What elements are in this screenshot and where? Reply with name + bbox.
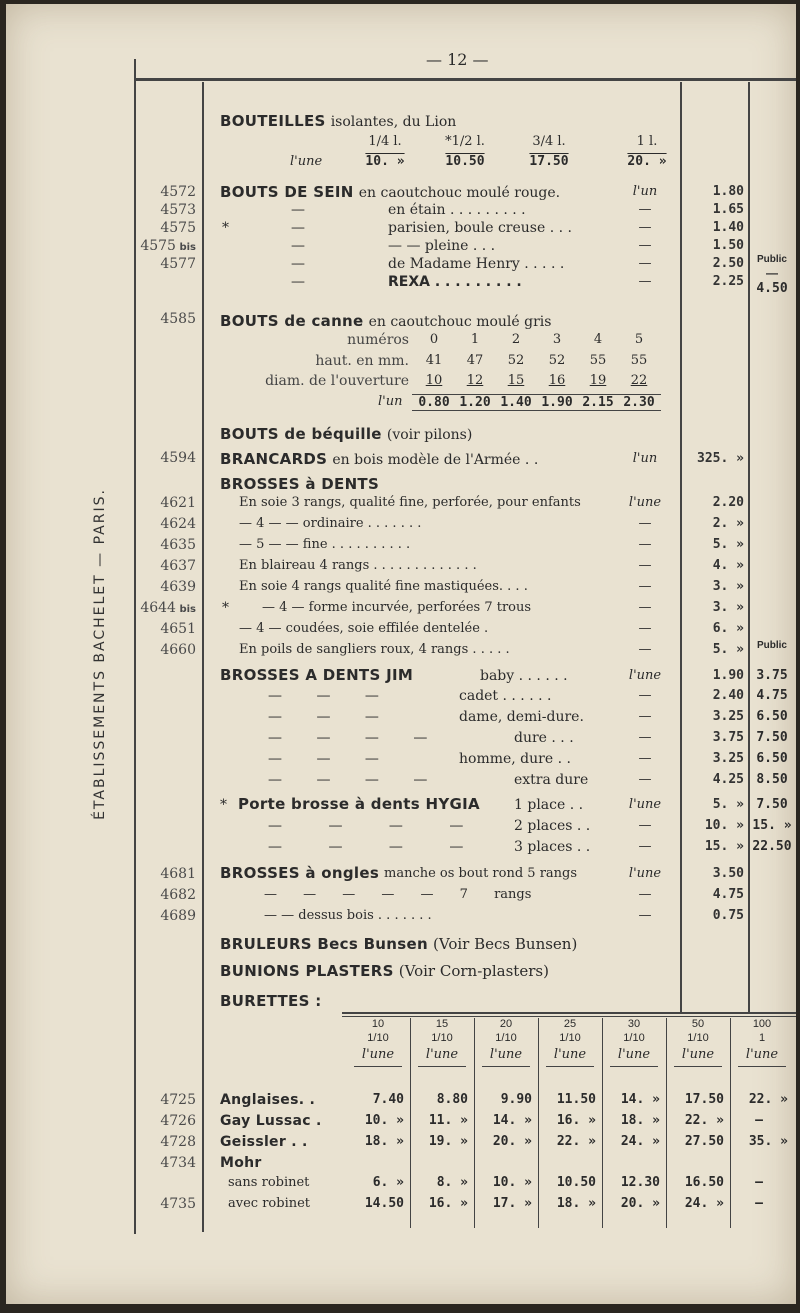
brosses-ongles-price: 4.75 xyxy=(712,887,744,902)
brosses-dents-desc: En poils de sangliers roux, 4 rangs . . . . . xyxy=(239,642,510,657)
brosses-dents-price: 5. » xyxy=(712,537,744,552)
burettes-col-division: 1/10 xyxy=(431,1032,453,1044)
ditto-dash: — — — — xyxy=(268,730,428,746)
bouts-canne-price: 2.30 xyxy=(617,394,661,411)
ditto-dash: — xyxy=(291,202,305,218)
bouts-sein-price: 1.80 xyxy=(712,184,744,199)
bouts-bequille-title: BOUTS de béquille xyxy=(220,425,382,443)
burettes-value: 16. » xyxy=(556,1113,596,1128)
brosses-jim-desc: extra dure xyxy=(514,772,589,788)
ditto-dash: — xyxy=(291,220,305,236)
burettes-col-capacity: 30 xyxy=(627,1018,641,1030)
porte-brosse-desc: 2 places . . xyxy=(514,818,591,834)
brosses-dents-unit: l'une xyxy=(628,495,662,510)
bouts-canne-value: 55 xyxy=(630,353,648,368)
brosses-jim-public: 3.75 xyxy=(756,668,788,683)
bouts-sein-unit: l'un xyxy=(632,184,658,199)
bouts-canne-row-label: numéros xyxy=(347,332,409,348)
brancards-title: BRANCARDS xyxy=(220,450,328,468)
bouts-canne-value: 3 xyxy=(552,332,562,347)
brosses-jim-price: 3.25 xyxy=(712,709,744,724)
bouteilles-heading xyxy=(220,111,456,130)
ditto-dash: — — — — xyxy=(268,772,428,788)
brosses-ongles-desc: manche os bout rond 5 rangs xyxy=(384,866,578,881)
bouts-sein-desc: en étain . . . . . . . . . xyxy=(388,202,526,218)
brosses-ongles-number: 4689 xyxy=(160,908,196,924)
brancards-heading xyxy=(220,449,538,468)
burettes-col-division: 1/10 xyxy=(559,1032,581,1044)
bouts-sein-subtitle: en caoutchouc moulé rouge. xyxy=(358,185,561,201)
star-marker: * xyxy=(222,220,229,236)
brosses-dents-desc: — 4 — forme incurvée, perforées 7 trous xyxy=(262,600,532,615)
bouteilles-size: 1/4 l. xyxy=(368,134,402,149)
brosses-jim-price: 2.40 xyxy=(712,688,744,703)
brosses-ongles-desc: — — dessus bois . . . . . . . xyxy=(264,908,432,923)
brosses-dents-price: 2.20 xyxy=(712,495,744,510)
brosses-dents-unit: — xyxy=(638,621,652,636)
ditto-dash: — — — xyxy=(268,709,379,725)
bouts-sein-number: 4575 xyxy=(160,220,196,236)
brosses-jim-desc: baby . . . . . . xyxy=(480,668,568,684)
porte-brosse-price: 15. » xyxy=(704,839,744,854)
brosses-dents-title: BROSSES à DENTS xyxy=(220,475,380,493)
brancards-unit: l'un xyxy=(632,451,658,466)
burettes-row-name: Mohr xyxy=(220,1155,262,1171)
brosses-dents-public-label: Public xyxy=(756,640,787,651)
brosses-dents-desc: — 4 — coudées, soie effilée dentelée . xyxy=(239,621,489,636)
spine-text: ÉTABLISSEMENTS BACHELET — PARIS. xyxy=(92,488,108,820)
burettes-col-unit: l'une xyxy=(681,1047,715,1062)
bouts-canne-price: 0.80 xyxy=(412,394,456,411)
brosses-jim-price: 4.25 xyxy=(712,772,744,787)
brosses-ongles-unit: — xyxy=(638,887,652,902)
burettes-col-capacity: 100 xyxy=(752,1018,772,1030)
bouts-sein-price: 1.50 xyxy=(712,238,744,253)
brancards-subtitle: en bois modèle de l'Armée . . xyxy=(332,452,539,468)
burettes-head-underline xyxy=(674,1066,722,1067)
bouteilles-subtitle: isolantes, du Lion xyxy=(330,114,457,130)
brosses-dents-desc: En blaireau 4 rangs . . . . . . . . . . . . . xyxy=(239,558,477,573)
porte-brosse-price: 10. » xyxy=(704,818,744,833)
brosses-jim-desc: cadet . . . . . . xyxy=(459,688,552,704)
burettes-row-number: 4735 xyxy=(160,1196,196,1212)
burettes-value: 18. » xyxy=(556,1196,596,1211)
burettes-col-unit: l'une xyxy=(361,1047,395,1062)
burettes-col-division: 1/10 xyxy=(367,1032,389,1044)
burettes-value: 10.50 xyxy=(556,1175,596,1190)
burettes-value: 17.50 xyxy=(684,1092,724,1107)
burettes-row-number: 4726 xyxy=(160,1113,196,1129)
bouts-canne-value: 41 xyxy=(425,353,443,368)
bouts-canne-value: 19 xyxy=(589,373,607,388)
brosses-ongles-title: BROSSES à ongles xyxy=(220,864,380,882)
porte-brosse-public: 7.50 xyxy=(756,797,788,812)
porte-brosse-price: 5. » xyxy=(712,797,744,812)
burettes-value: 7.40 xyxy=(372,1092,404,1107)
ditto-dash: — — — — xyxy=(268,818,464,834)
brosses-jim-price: 1.90 xyxy=(712,668,744,683)
brosses-dents-price: 5. » xyxy=(712,642,744,657)
brosses-jim-desc: dame, demi-dure. xyxy=(459,709,584,725)
brosses-dents-number: 4639 xyxy=(160,579,196,595)
burettes-value: 18. » xyxy=(620,1113,660,1128)
brancards-price: 325. » xyxy=(697,451,744,466)
ditto-dash: — — — xyxy=(268,751,379,767)
burettes-title: BURETTES : xyxy=(220,992,322,1010)
bouts-canne-value: 0 xyxy=(429,332,439,347)
bouteilles-price: 20. » xyxy=(627,154,667,169)
bouts-sein-desc: parisien, boule creuse . . . xyxy=(388,220,572,236)
burettes-col-unit: l'une xyxy=(425,1047,459,1062)
porte-brosse-public: 15. » xyxy=(752,818,792,833)
burettes-top-rule xyxy=(342,1012,796,1014)
brosses-ongles-price: 3.50 xyxy=(712,866,744,881)
bouts-sein-public-price: 4.50 xyxy=(756,281,788,296)
burettes-value: 22. » xyxy=(556,1134,596,1149)
brosses-dents-desc: — 5 — — fine . . . . . . . . . . xyxy=(239,537,411,552)
bouts-sein-price: 1.65 xyxy=(712,202,744,217)
burettes-value: 12.30 xyxy=(620,1175,660,1190)
burettes-value: 22. » xyxy=(684,1113,724,1128)
unit-dash: — xyxy=(638,238,652,253)
burettes-value: 20. » xyxy=(620,1196,660,1211)
bouts-canne-value: 52 xyxy=(507,353,525,368)
burettes-value: 22. » xyxy=(748,1092,788,1107)
star-marker: * xyxy=(222,600,229,616)
unit-dash: — xyxy=(638,220,652,235)
bouts-canne-row-label: haut. en mm. xyxy=(315,353,409,369)
bouts-sein-heading xyxy=(220,182,560,201)
brosses-ongles-number: 4682 xyxy=(160,887,196,903)
brosses-dents-number: 4635 xyxy=(160,537,196,553)
brosses-dents-desc: En soie 4 rangs qualité fine mastiquées. . . . xyxy=(239,579,528,594)
brosses-dents-price: 2. » xyxy=(712,516,744,531)
bouts-canne-value: 12 xyxy=(466,373,484,388)
unit-dash: — xyxy=(638,274,652,289)
brosses-dents-unit: — xyxy=(638,600,652,615)
bouts-canne-heading xyxy=(220,311,551,330)
burettes-head-underline xyxy=(418,1066,466,1067)
burettes-value: 20. » xyxy=(492,1134,532,1149)
burettes-value: 9.90 xyxy=(500,1092,532,1107)
page-number: — 12 — xyxy=(426,50,489,69)
bunions-subtitle: (Voir Corn-plasters) xyxy=(398,962,549,980)
bouts-sein-number: 4572 xyxy=(160,184,196,200)
unit-dash: — xyxy=(638,256,652,271)
burettes-value: 27.50 xyxy=(684,1134,724,1149)
bouteilles-unit: l'une xyxy=(290,154,323,169)
bouts-bequille-heading xyxy=(220,424,472,443)
burettes-value: 35. » xyxy=(748,1134,788,1149)
brosses-ongles-desc: — — — — — 7 rangs xyxy=(264,887,532,902)
burettes-col-division: 1 xyxy=(758,1032,766,1044)
public-column-rule xyxy=(748,82,750,1012)
burettes-value: 24. » xyxy=(684,1196,724,1211)
brosses-jim-public: 6.50 xyxy=(756,709,788,724)
brosses-dents-desc: — 4 — — ordinaire . . . . . . . xyxy=(239,516,422,531)
ditto-dash: — — — — xyxy=(268,839,464,855)
brosses-dents-unit: — xyxy=(638,642,652,657)
bouts-sein-public-label: Public xyxy=(756,254,787,265)
burettes-head-underline xyxy=(354,1066,402,1067)
bouts-sein-title: BOUTS DE SEIN xyxy=(220,183,354,201)
burettes-col-capacity: 20 xyxy=(499,1018,513,1030)
burettes-col-capacity: 15 xyxy=(435,1018,449,1030)
bunions-title: BUNIONS PLASTERS xyxy=(220,962,394,980)
porte-brosse-desc: 3 places . . xyxy=(514,839,591,855)
burettes-col-division: 1/10 xyxy=(495,1032,517,1044)
brosses-jim-public: 4.75 xyxy=(756,688,788,703)
brosses-dents-unit: — xyxy=(638,537,652,552)
bouts-canne-price: 1.90 xyxy=(535,394,579,411)
brosses-jim-unit: — xyxy=(638,709,652,724)
bouts-canne-value: 22 xyxy=(630,373,648,388)
porte-brosse-title: Porte brosse à dents HYGIA xyxy=(238,795,480,813)
porte-brosse-public: 22.50 xyxy=(752,839,792,854)
bouts-sein-desc: de Madame Henry . . . . . xyxy=(388,256,565,272)
brosses-jim-desc: dure . . . xyxy=(514,730,574,746)
bouts-sein-desc: — — pleine . . . xyxy=(388,238,496,254)
brosses-dents-price: 3. » xyxy=(712,600,744,615)
bouteilles-price: 10. » xyxy=(365,154,405,169)
burettes-row-name: avec robinet xyxy=(228,1196,311,1211)
header-rule xyxy=(134,78,796,81)
ditto-dash: — xyxy=(291,274,305,290)
burettes-row-number: 4725 xyxy=(160,1092,196,1108)
bouts-canne-value: 15 xyxy=(507,373,525,388)
burettes-col-capacity: 25 xyxy=(563,1018,577,1030)
burettes-col-unit: l'une xyxy=(745,1047,779,1062)
brancards-number: 4594 xyxy=(160,450,196,466)
burettes-head-underline xyxy=(738,1066,786,1067)
brosses-jim-unit: — xyxy=(638,730,652,745)
bis-marker: bis xyxy=(175,242,196,253)
burettes-value: 8.80 xyxy=(436,1092,468,1107)
burettes-value: 16.50 xyxy=(684,1175,724,1190)
unit-dash: — xyxy=(638,202,652,217)
bouteilles-price: 10.50 xyxy=(445,154,485,169)
burettes-value: 14. » xyxy=(620,1092,660,1107)
brosses-dents-price: 6. » xyxy=(712,621,744,636)
brosses-jim-unit: — xyxy=(638,688,652,703)
bouts-canne-price: 2.15 xyxy=(576,394,620,411)
brosses-dents-unit: — xyxy=(638,516,652,531)
bouts-canne-unit: l'un xyxy=(378,394,403,409)
ditto-dash: — — — xyxy=(268,688,379,704)
porte-brosse-unit: — xyxy=(638,839,652,854)
bouts-sein-price: 1.40 xyxy=(712,220,744,235)
burettes-head-underline xyxy=(482,1066,530,1067)
brosses-dents-unit: — xyxy=(638,579,652,594)
brosses-dents-price: 4. » xyxy=(712,558,744,573)
burettes-head-underline xyxy=(610,1066,658,1067)
bouts-canne-price: 1.40 xyxy=(494,394,538,411)
bouts-sein-number: 4575 bis xyxy=(140,238,196,254)
bouts-canne-value: 2 xyxy=(511,332,521,347)
burettes-head-underline xyxy=(546,1066,594,1067)
bouts-canne-value: 5 xyxy=(634,332,644,347)
burettes-value: 14.50 xyxy=(364,1196,404,1211)
bruleurs-heading xyxy=(220,934,577,953)
bouts-canne-value: 52 xyxy=(548,353,566,368)
bruleurs-subtitle: (Voir Becs Bunsen) xyxy=(433,935,578,953)
burettes-col-unit: l'une xyxy=(489,1047,523,1062)
bouts-canne-value: 1 xyxy=(470,332,480,347)
bunions-heading xyxy=(220,961,549,980)
burettes-value: — xyxy=(755,1196,763,1211)
brosses-ongles-number: 4681 xyxy=(160,866,196,882)
burettes-col-unit: l'une xyxy=(617,1047,651,1062)
bouteilles-size: 1 l. xyxy=(636,134,658,149)
number-column-rule xyxy=(202,82,204,1232)
burettes-col-capacity: 50 xyxy=(691,1018,705,1030)
brosses-dents-number: 4624 xyxy=(160,516,196,532)
bouts-sein-price: 2.50 xyxy=(712,256,744,271)
bouteilles-title: BOUTEILLES xyxy=(220,112,326,130)
bouts-canne-price: 1.20 xyxy=(453,394,497,411)
bis-marker: bis xyxy=(175,604,196,615)
burettes-value: — xyxy=(755,1113,763,1128)
porte-brosse-unit: l'une xyxy=(628,797,662,812)
bouts-canne-value: 4 xyxy=(593,332,603,347)
burettes-row-number: 4734 xyxy=(160,1155,196,1171)
ditto-dash: — xyxy=(291,256,305,272)
burettes-col-capacity: 10 xyxy=(371,1018,385,1030)
brosses-dents-number: 4660 xyxy=(160,642,196,658)
burettes-value: 14. » xyxy=(492,1113,532,1128)
brosses-jim-unit: l'une xyxy=(628,668,662,683)
burettes-value: 11. » xyxy=(428,1113,468,1128)
bouts-sein-desc: REXA . . . . . . . . . xyxy=(388,274,522,290)
burettes-col-division: 1/10 xyxy=(623,1032,645,1044)
ditto-dash: — xyxy=(291,238,305,254)
burettes-value: 8. » xyxy=(436,1175,468,1190)
porte-brosse-star: * xyxy=(220,797,227,813)
bouts-sein-price: 2.25 xyxy=(712,274,744,289)
brosses-ongles-unit: l'une xyxy=(628,866,662,881)
brosses-ongles-unit: — xyxy=(638,908,652,923)
brosses-dents-number: 4651 xyxy=(160,621,196,637)
brosses-jim-unit: — xyxy=(638,772,652,787)
burettes-row-name: Geissler . . xyxy=(220,1134,308,1150)
burettes-value: 18. » xyxy=(364,1134,404,1149)
burettes-value: 16. » xyxy=(428,1196,468,1211)
bouts-canne-subtitle: en caoutchouc moulé gris xyxy=(368,314,552,330)
burettes-col-division: 1/10 xyxy=(687,1032,709,1044)
bouts-sein-number: 4573 xyxy=(160,202,196,218)
burettes-value: 17. » xyxy=(492,1196,532,1211)
brosses-dents-number: 4644 bis xyxy=(140,600,196,616)
burettes-value: 19. » xyxy=(428,1134,468,1149)
bouteilles-price: 17.50 xyxy=(529,154,569,169)
burettes-row-name: Gay Lussac . xyxy=(220,1113,322,1129)
brosses-jim-public: 6.50 xyxy=(756,751,788,766)
brosses-dents-unit: — xyxy=(638,558,652,573)
bouts-canne-value: 10 xyxy=(425,373,443,388)
burettes-row-name: sans robinet xyxy=(228,1175,310,1190)
brosses-jim-price: 3.25 xyxy=(712,751,744,766)
catalog-page xyxy=(6,4,796,1304)
bouts-sein-number: 4577 xyxy=(160,256,196,272)
porte-brosse-desc: 1 place . . xyxy=(514,797,584,813)
burettes-col-unit: l'une xyxy=(553,1047,587,1062)
brosses-jim-public: 7.50 xyxy=(756,730,788,745)
burettes-value: 10. » xyxy=(364,1113,404,1128)
burettes-row-number: 4728 xyxy=(160,1134,196,1150)
burettes-value: 10. » xyxy=(492,1175,532,1190)
bouts-canne-number: 4585 xyxy=(160,311,196,327)
brosses-dents-number: 4637 xyxy=(160,558,196,574)
bouts-sein-public-dash: — xyxy=(766,266,778,280)
porte-brosse-unit: — xyxy=(638,818,652,833)
brosses-dents-desc: En soie 3 rangs, qualité fine, perforée, pour enfants xyxy=(239,495,581,510)
brosses-dents-number: 4621 xyxy=(160,495,196,511)
brosses-jim-title: BROSSES A DENTS JIM xyxy=(220,666,414,684)
bruleurs-title: BRULEURS Becs Bunsen xyxy=(220,935,428,953)
burettes-value: 6. » xyxy=(372,1175,404,1190)
bouts-canne-value: 47 xyxy=(466,353,484,368)
brosses-jim-desc: homme, dure . . xyxy=(459,751,571,767)
burettes-value: 11.50 xyxy=(556,1092,596,1107)
burettes-row-name: Anglaises. . xyxy=(220,1092,316,1108)
brosses-jim-price: 3.75 xyxy=(712,730,744,745)
burettes-value: — xyxy=(755,1175,763,1190)
bouteilles-size: *1/2 l. xyxy=(445,134,485,149)
brosses-ongles-price: 0.75 xyxy=(712,908,744,923)
bouts-canne-row-label: diam. de l'ouverture xyxy=(265,373,409,389)
bouteilles-size: 3/4 l. xyxy=(532,134,566,149)
bouts-canne-value: 16 xyxy=(548,373,566,388)
brosses-jim-unit: — xyxy=(638,751,652,766)
bouts-canne-value: 55 xyxy=(589,353,607,368)
brosses-jim-public: 8.50 xyxy=(756,772,788,787)
burettes-value: 24. » xyxy=(620,1134,660,1149)
burettes-top-rule-2 xyxy=(342,1016,796,1017)
bouts-bequille-subtitle: (voir pilons) xyxy=(386,427,473,443)
bouts-canne-title: BOUTS de canne xyxy=(220,312,364,330)
brosses-dents-price: 3. » xyxy=(712,579,744,594)
